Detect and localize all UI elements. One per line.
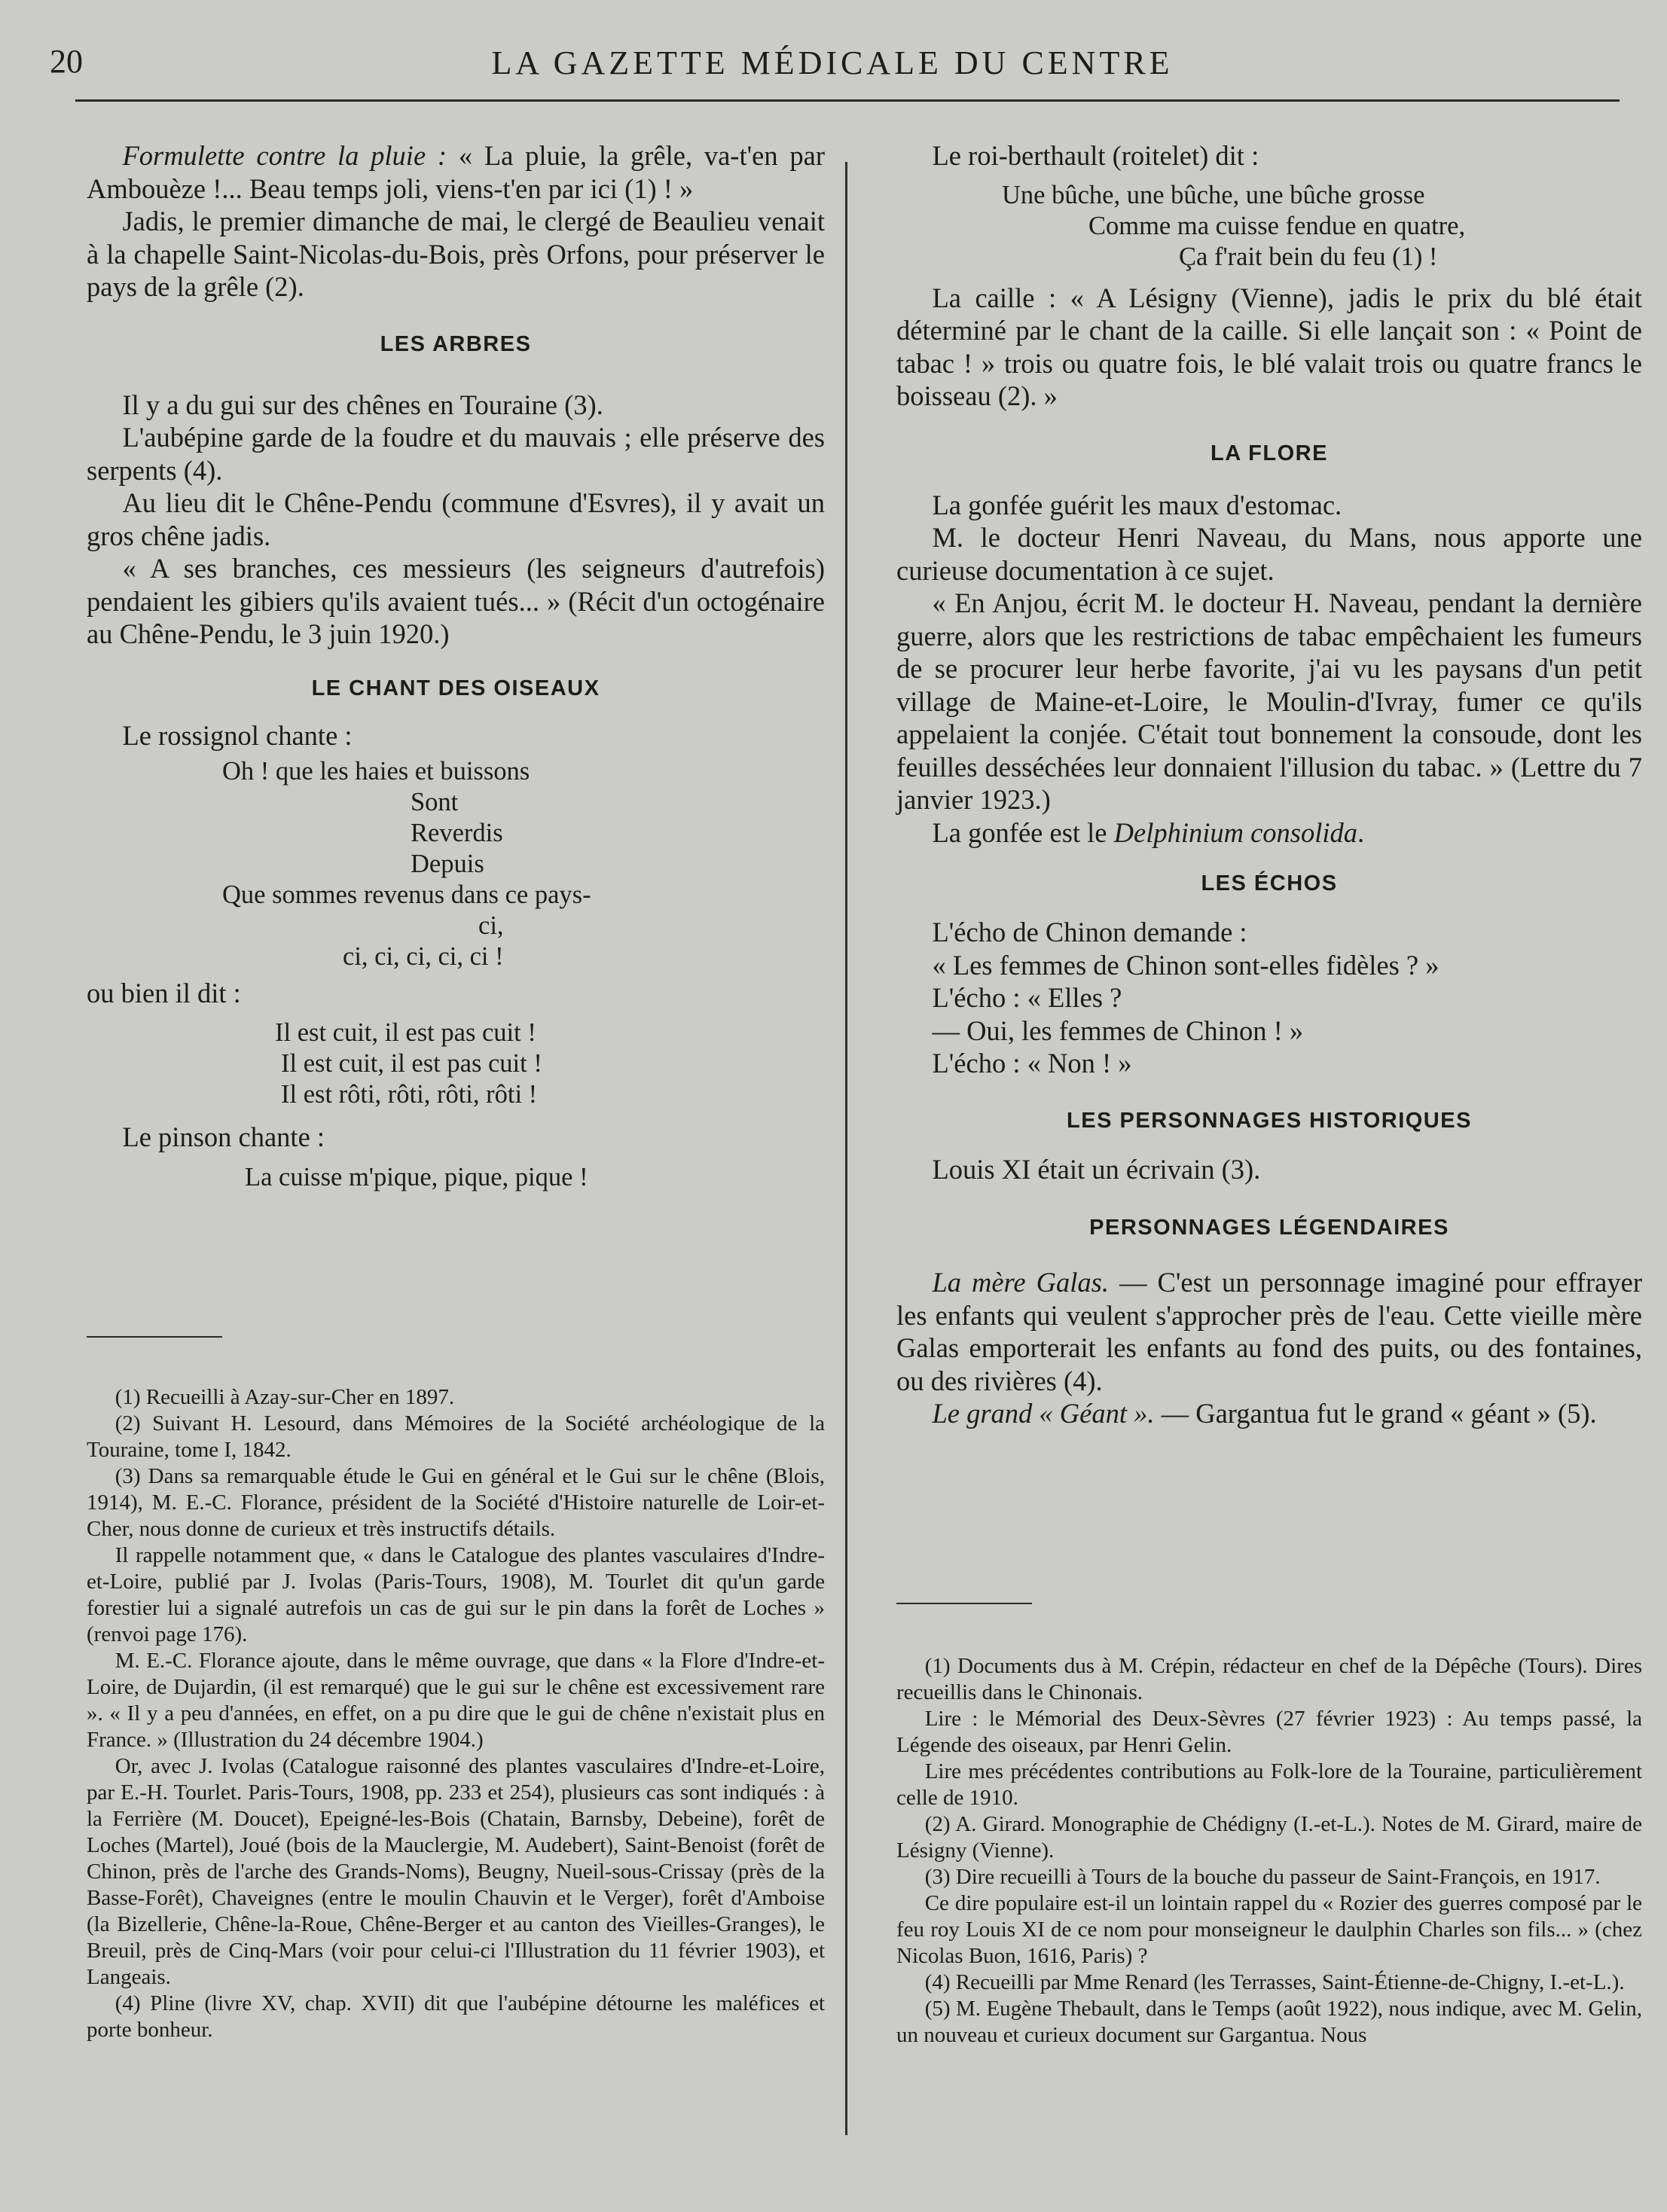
page-number: 20	[50, 43, 83, 80]
right-column	[896, 139, 1642, 1430]
footnote: (5) M. Eugène Thebault, dans le Temps (août 1922), nous indique, avec M. Gelin, un nouveau et curieux document sur Gargantua. Nous	[896, 1997, 1642, 2047]
footnote: (4) Recueilli par Mme Renard (les Terrasses, Saint-Étienne-de-Chigny, I.-et-L.).	[924, 1970, 1625, 1994]
verse-line: Il est cuit, il est pas cuit !	[281, 1048, 542, 1078]
footnote: (2) A. Girard. Monographie de Chédigny (I.-et-L.). Notes de M. Girard, maire de Lésigny (Vienne).	[896, 1812, 1642, 1863]
verse-line: Il est cuit, il est pas cuit !	[275, 1018, 536, 1047]
heading-oiseaux: LE CHANT DES OISEAUX	[311, 676, 600, 700]
paragraph-formulette: Formulette contre la pluie : « La pluie, la grêle, va-t'en par Ambouèze !... Beau temps joli, viens-t'en par ici (1) ! »	[87, 140, 825, 204]
paragraph-echo: L'écho : « Elles ?	[932, 982, 1122, 1013]
footnote: (3) Dans sa remarquable étude le Gui en général et le Gui sur le chêne (Blois, 1914), M. E.-C. Florance, président de la Société d'Histoire naturelle de Loir-et-Cher, nous donne de curieux et très instructifs détails.	[87, 1464, 825, 1541]
footnote-rule-left	[87, 1336, 222, 1338]
running-title: LA GAZETTE MÉDICALE DU CENTRE	[491, 44, 1174, 81]
heading-arbres: LES ARBRES	[380, 331, 532, 356]
footnote: (1) Recueilli à Azay-sur-Cher en 1897.	[114, 1385, 455, 1409]
paragraph-echo: L'écho : « Non ! »	[932, 1048, 1132, 1079]
paragraph-echo: « Les femmes de Chinon sont-elles fidèles ? »	[932, 949, 1440, 981]
paragraph-ou-bien: ou bien il dit :	[87, 978, 241, 1008]
verse-line: Reverdis	[411, 819, 503, 847]
paragraph-arbres-4: « A ses branches, ces messieurs (les seigneurs d'autrefois) pendaient les gibiers qu'ils avaient tués... » (Récit d'un octogénaire au Chêne-Pendu, le 3 juin 1920.)	[87, 553, 825, 649]
page-header	[45, 39, 1620, 92]
verse-line: Une bûche, une bûche, une bûche grosse	[1002, 180, 1425, 209]
verse-line: ci, ci, ci, ci, ci !	[343, 942, 504, 971]
verse-line: Ça f'rait bein du feu (1) !	[1179, 242, 1438, 271]
paragraph-rossignol: Le rossignol chante :	[122, 719, 353, 751]
verse-line: Sont	[411, 788, 459, 816]
footnote: (3) Dire recueilli à Tours de la bouche du passeur de Saint-François, en 1917.	[924, 1865, 1601, 1889]
footnote: Il rappelle notamment que, « dans le Catalogue des plantes vasculaires d'Indre-et-Loire, publié par J. Ivolas (Paris-Tours, 1908), M. Tourlet dit qu'un garde forestier lui a signalé autrefois un cas de gui sur le pin dans la forêt de Loches » (renvoi page 176).	[87, 1543, 825, 1646]
verse-line: Il est rôti, rôti, rôti, rôti !	[281, 1079, 538, 1109]
paragraph-caille: La caille : « A Lésigny (Vienne), jadis le prix du blé était déterminé par le chant de la caille. Si elle lançait son : « Point de tabac ! » trois ou quatre fois, le blé valait trois ou quatre francs le boisseau (2). »	[896, 282, 1642, 411]
column-divider	[845, 162, 847, 2135]
paragraph-galas: La mère Galas. — C'est un personnage imaginé pour effrayer les enfants qui veulent s'approcher près de l'eau. Cette vieille mère Galas emporterait les enfants au fond des puits, ou des fontaines, ou des rivières (4).	[896, 1267, 1642, 1396]
verse-roitelet	[896, 180, 1642, 273]
paragraph-beaulieu: Jadis, le premier dimanche de mai, le clergé de Beaulieu venait à la chapelle Saint-Nicolas-du-Bois, près Orfons, pour préserver le pays de la grêle (2).	[87, 206, 825, 302]
paragraph-echo: L'écho de Chinon demande :	[932, 917, 1247, 947]
paragraph-geant: Le grand « Géant ». — Gargantua fut le grand « géant » (5).	[932, 1398, 1597, 1429]
left-column	[87, 139, 825, 1193]
footnote: M. E.-C. Florance ajoute, dans le même ouvrage, que dans « la Flore d'Indre-et-Loire, de Dujardin, (il est remarqué) que le gui sur le chêne est excessivement rare ». « Il y a peu d'années, en effet, on a pu dire que le gui de chêne n'existait plus en France. » (Illustration du 24 décembre 1904.)	[87, 1649, 825, 1752]
verse-pinson: La cuisse m'pique, pique, pique !	[245, 1163, 588, 1191]
verse-rossignol	[87, 756, 825, 972]
footnote: Ce dire populaire est-il un lointain rappel du « Rozier des guerres composé par le feu roy Louis XI de ce nom pour monseigneur le daulphin Charles son fils... » (chez Nicolas Buon, 1616, Paris) ?	[896, 1891, 1642, 1968]
right-footnotes	[896, 1653, 1642, 2049]
paragraph-pinson: Le pinson chante :	[122, 1121, 325, 1152]
footnote: (2) Suivant H. Lesourd, dans Mémoires de la Société archéologique de la Touraine, tome I, 1842.	[87, 1411, 825, 1462]
left-footnotes	[87, 1384, 825, 2043]
paragraph-echo: — Oui, les femmes de Chinon ! »	[932, 1014, 1304, 1046]
paragraph-flore-3: « En Anjou, écrit M. le docteur H. Naveau, pendant la dernière guerre, alors que les restrictions de tabac empêchaient les fumeurs de se procurer leur herbe favorite, j'ai vu les paysans d'un petit village de Maine-et-Loire, le Moulin-d'Ivray, fumer ce qu'ils appelaient la conjée. C'était tout bonnement la consoude, dont les feuilles desséchées leur donnaient l'illusion du tabac. » (Lettre du 7 janvier 1923.)	[896, 587, 1642, 815]
verse-line: Oh ! que les haies et buissons	[222, 757, 530, 786]
paragraph-louis: Louis XI était un écrivain (3).	[932, 1153, 1261, 1185]
verse-line: ci,	[478, 911, 504, 940]
paragraph-arbres-2: L'aubépine garde de la foudre et du mauvais ; elle préserve des serpents (4).	[87, 422, 825, 486]
paragraph-flore-1: La gonfée guérit les maux d'estomac.	[932, 489, 1342, 520]
paragraph-roitelet: Le roi-berthault (roitelet) dit :	[932, 140, 1259, 171]
paragraph-arbres-1: Il y a du gui sur des chênes en Touraine (3).	[122, 389, 603, 420]
heading-personnages-legendaires: PERSONNAGES LÉGENDAIRES	[1089, 1216, 1449, 1240]
footnote: Lire mes précédentes contributions au Folk-lore de la Touraine, particulièrement celle de 1910.	[896, 1759, 1642, 1810]
footnote-rule-right	[896, 1603, 1032, 1604]
footnote: (1) Documents dus à M. Crépin, rédacteur en chef de la Dépêche (Tours). Dires recueillis dans le Chinonais.	[896, 1654, 1642, 1704]
paragraph-arbres-3: Au lieu dit le Chêne-Pendu (commune d'Esvres), il y avait un gros chêne jadis.	[87, 487, 825, 551]
header-rule	[75, 99, 1620, 102]
verse-line: Depuis	[411, 850, 484, 878]
footnote: (4) Pline (livre XV, chap. XVII) dit que l'aubépine détourne les maléfices et porte bonheur.	[87, 1991, 825, 2042]
verse-line: Comme ma cuisse fendue en quatre,	[1088, 211, 1466, 240]
paragraph-flore-2: M. le docteur Henri Naveau, du Mans, nous apporte une curieuse documentation à ce sujet.	[896, 522, 1642, 586]
heading-flore: LA FLORE	[1211, 441, 1328, 465]
verse-line: Que sommes revenus dans ce pays-	[222, 880, 591, 909]
heading-echos: LES ÉCHOS	[1201, 871, 1338, 895]
heading-personnages-historiques: LES PERSONNAGES HISTORIQUES	[1067, 1108, 1472, 1133]
footnote: Or, avec J. Ivolas (Catalogue raisonné des plantes vasculaires d'Indre-et-Loire, par E.-H. Tourlet. Paris-Tours, 1908, pp. 233 et 254), plusieurs cas sont indiqués : à la Ferrière (M. Doucet), Epeigné-les-Bois (Chatain, Barnsby, Debeine), forêt de Loches (Martel), Joué (bois de la Mauclergie, M. Audebert), Saint-Benoist (forêt de Chinon, près de l'arche des Grands-Noms), Beugny, Nueil-sous-Crissay (près de la Basse-Forêt), Chaveignes (entre le moulin Chauvin et le Verger), forêt d'Amboise (la Bizellerie, Chêne-la-Roue, Chêne-Berger et au canton des Vieilles-Granges), le Breuil, près de Cinq-Mars (voir pour celui-ci l'Illustration du 11 février 1903), et Langeais.	[87, 1754, 825, 1989]
verse-cuit	[87, 1018, 825, 1110]
footnote: Lire : le Mémorial des Deux-Sèvres (27 février 1923) : Au temps passé, la Légende des oiseaux, par Henri Gelin.	[896, 1707, 1642, 1757]
paragraph-gonfee: La gonfée est le Delphinium consolida.	[932, 816, 1365, 848]
